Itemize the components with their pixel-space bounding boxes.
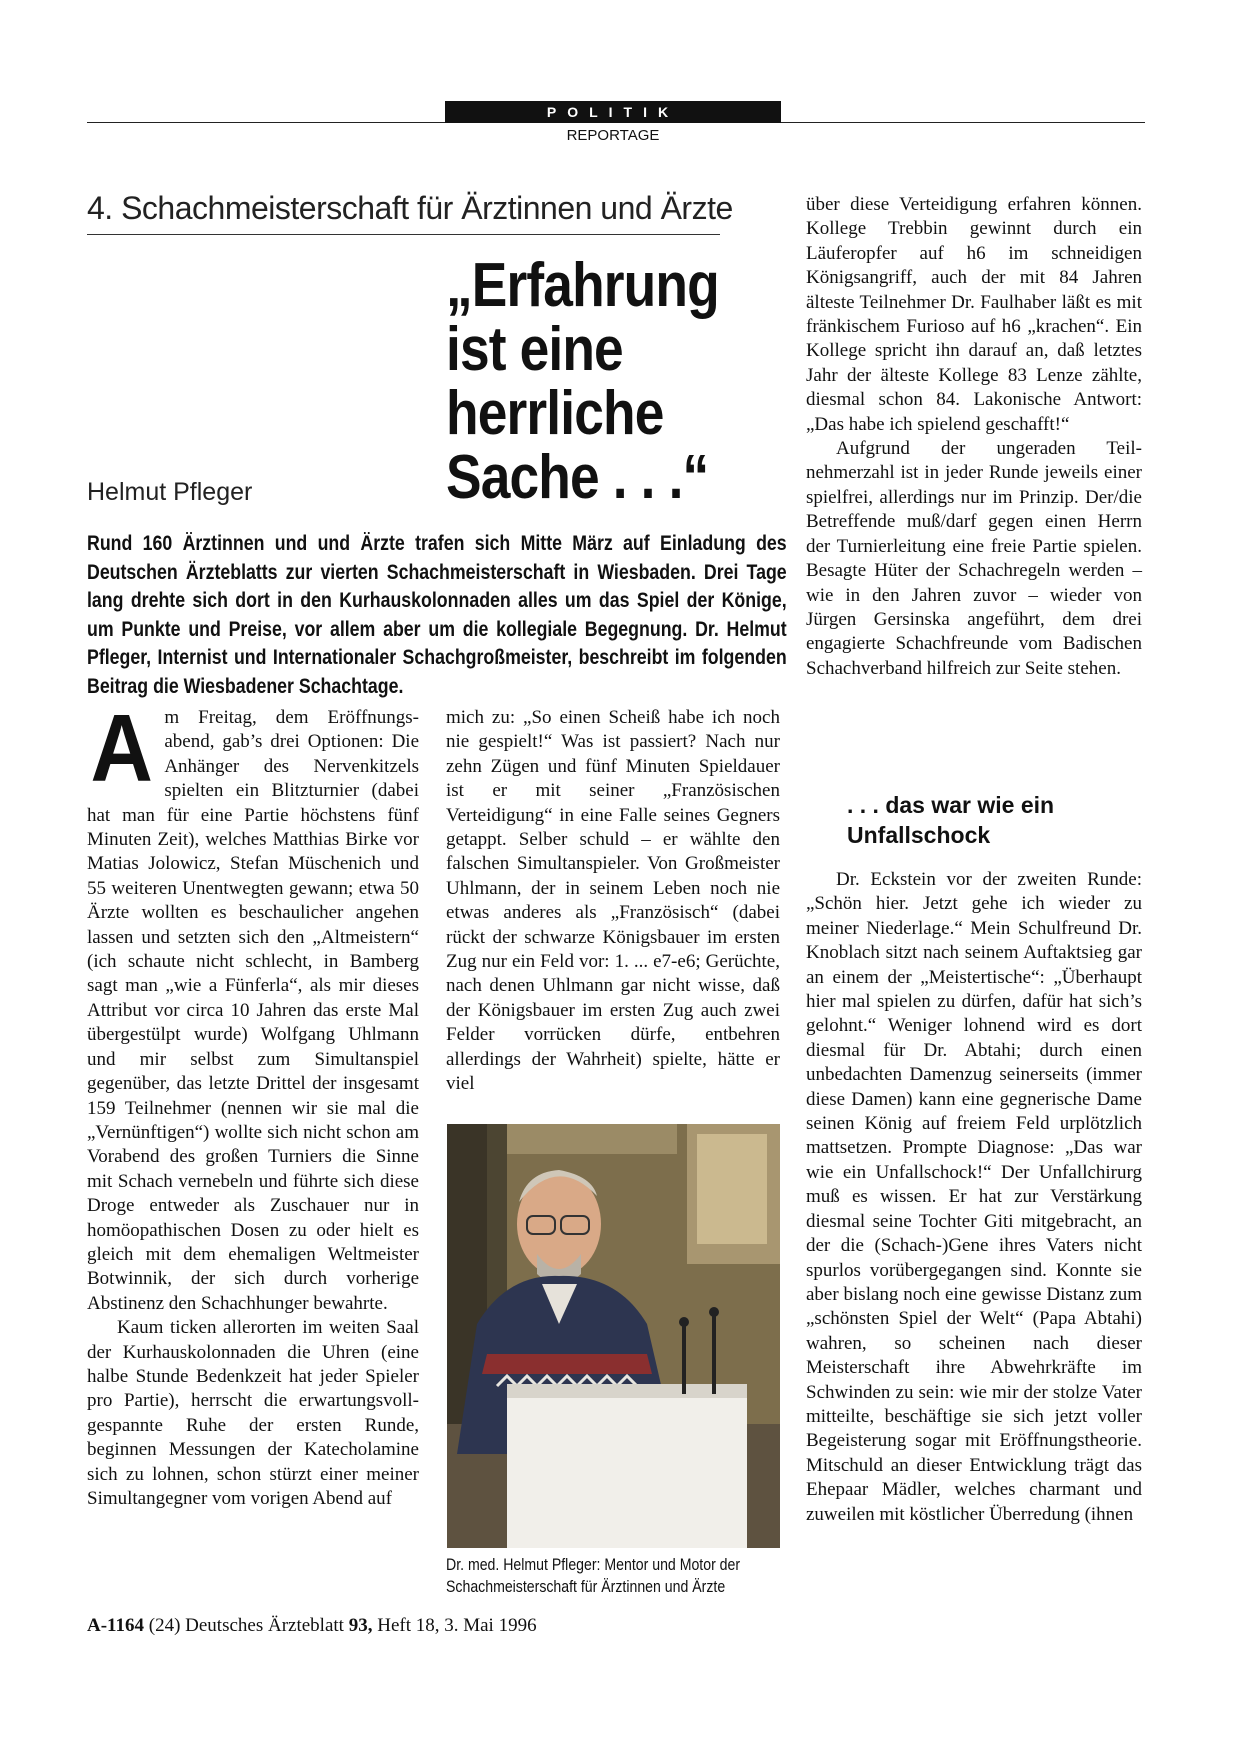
photo-caption: Dr. med. Helmut Pfleger: Mentor und Motor der Schachmeisterschaft für Ärztinnen und Ärzte	[446, 1555, 741, 1596]
text-column-3-continued	[806, 868, 1142, 1527]
kicker-rule	[87, 234, 720, 235]
section-subheading: . . . das war wie ein Unfallschock	[847, 792, 1055, 848]
paragraph: Aufgrund der ungeraden Teilnehmerzahl ist in jeder Runde jeweils einer spielfrei, allerdings nur im Prinzip. Der/die Betreffende muß/darf gegen einen Herrn der Turnierleitung eine freie Partie spielen. Besagte Hüter der Schachregeln werden – wie in den Jahren zuvor – wieder von Jürgen Gersinska angeführt, dem drei engagierte Schachfreunde vom Badischen Schachverband hilfreich zur Seite stehen.	[806, 438, 1142, 679]
text-column-1	[87, 695, 419, 1511]
page-footer	[87, 1615, 537, 1637]
paragraph: mich zu: „So einen Scheiß habe ich noch nie gespielt!“ Was ist passiert? Nach nur zehn Zügen und fünf Minuten Spieldauer ist er mit seiner „Französischen Verteidigung“ in eine Falle seines Gegners getappt. Selber schuld – er wählte den falschen Simultanspieler. Von Großmeister Uhlmann, der in seinem Leben noch nie etwas anderes als „Französisch“ (dabei rückt der schwarze Königsbauer im ersten Zug nur ein Feld vor: 1. ... e7-e6; Gerüchte, nach denen Uhlmann gar nicht wisse, daß der Königsbauer im ersten Zug auch zwei Felder vorrücken dürfe, entbehren allerdings der Wahrheit) spielte, hätte er viel	[446, 707, 780, 1095]
subsection-label: REPORTAGE	[566, 127, 660, 144]
article-lead: Rund 160 Ärztinnen und und Ärzte trafen sich Mitte März auf Einladung des Deutschen Ärzteblatts zur vierten Schachmeisterschaft in Wiesbaden. Drei Tage lang drehte sich dort in den Kurhauskolonnaden alles um das Spiel der Könige, um Punkte und Preise, vor allem aber um die kollegiale Begegnung. Dr. Helmut Pfleger, Internist und Internationaler Schachgroßmeister, beschreibt im folgenden Beitrag die Wiesbadener Schachtage.	[87, 532, 787, 698]
paragraph: m Freitag, dem Eröffnungsabend, gab’s drei Optionen: Die Anhänger des Nervenkitzels spielten ein Blitzturnier (dabei hat man für eine Partie höchstens fünf Minuten Zeit), welches Matthias Birke vor Matias Jolowicz, Stefan Müschenich und 55 weiteren Unentwegten gewann; etwa 50 Ärzte wollten es beschaulicher angehen lassen und setzten sich den „Altmeistern“ (ich schaute nicht schlecht, in Bamberg sagt man „wie a Fünferla“, als mir dieses Attribut vor circa 10 Jahren das erste Mal übergestülpt wurde) Wolfgang Uhlmann und mir selbst zum Simultanspiel gegenüber, das letzte Drittel der insgesamt 159 Teilnehmer (nennen wir sie mal die „Vernünftigen“) wollte sich nicht schon am Vorabend des großen Turniers die Sinne mit Schach vernebeln und führte sich diese Droge entweder als Zuschauer nur in homöopathischen Dosen zu oder hielt es gleich mit dem ehemaligen Weltmeister Botwinnik, der sich durch vorherige Abstinenz den Schachhunger bewahrte.	[87, 707, 419, 1314]
paragraph: über diese Verteidigung erfahren können. Kollege Trebbin gewinnt durch ein Läuferopfer auf h6 im schneidigen Königsangriff, auch der mit 84 Jahren älteste Teilnehmer Dr. Faulhaber läßt es mit fränkischem Furioso auf h6 „krachen“. Ein Kollege spricht ihn darauf an, daß letztes Jahr der älteste Kollege 83 Lenze zählte, diesmal schon 84. Lakonische Antwort: „Das habe ich spielend geschafft!“	[806, 194, 1142, 435]
text-column-2	[446, 706, 780, 1097]
journal-name: (24) Deutsches Ärzteblatt	[148, 1615, 344, 1636]
paragraph: Dr. Eckstein vor der zweiten Runde: „Schön hier. Jetzt gehe ich wieder zu meiner Niederlage.“ Mein Schulfreund Dr. Knoblach sitzt nach seinem Auftaktsieg gar an einem der „Meistertische“: „Überhaupt hier mal spielen zu dürfen, dafür hat sich’s gelohnt.“ Weniger lohnend wird es dort diesmal für Dr. Abtahi; durch einen unbedachten Damenzug seinerseits (immer diese Damen) kann eine gegnerische Dame seinen König auf freiem Feld urplötzlich mattsetzen. Prompte Diagnose: „Das war wie ein Unfallschock!“ Der Unfallchirurg muß es wissen. Er hat zur Verstärkung diesmal seine Tochter Giti mitgebracht, an der die (Schach-)Gene ihres Vaters nicht spurlos vorübergegangen sind. Konnte sie aber bislang noch eine gewisse Distanz zum „schönsten Spiel der Welt“ (Papa Abtahi) wahren, so scheinen nach dieser Meisterschaft ihre Abwehrkräfte im Schwinden zu sein: wie mir der stolze Vater mitteilte, beschäftige sie sich jetzt voller Begeisterung sogar mit Eröffnungstheorie. Mitschuld an dieser Entwicklung trägt das Ehepaar Mädler, welches charmant und zuweilen mit köstlicher Überredung (ihnen	[806, 869, 1142, 1525]
paragraph: Kaum ticken allerorten im weiten Saal der Kurhauskolonnaden die Uhren (eine halbe Stunde Bedenkzeit hat jeder Spieler pro Partie), herrscht die erwartungsvoll-gespannte Ruhe der ersten Runde, beginnen Messungen der Katecholamine sich zu lohnen, schon stürzt einer meiner Simultangegner vom vorigen Abend auf	[87, 1317, 419, 1509]
page-number: A-1164	[87, 1615, 144, 1636]
article-headline: „Erfahrung ist eine herrliche Sache . . .“	[446, 251, 719, 512]
author-photo	[447, 1124, 780, 1548]
article-kicker: 4. Schachmeisterschaft für Ärztinnen und Ärzte	[87, 190, 733, 226]
issue-date: Heft 18, 3. Mai 1996	[377, 1615, 537, 1636]
section-label: POLITIK	[445, 101, 781, 123]
article-author: Helmut Pfleger	[87, 478, 253, 506]
drop-cap: A	[90, 695, 153, 802]
photo-illustration	[447, 1124, 780, 1548]
text-column-3	[806, 193, 1142, 681]
volume-number: 93,	[348, 1615, 373, 1636]
